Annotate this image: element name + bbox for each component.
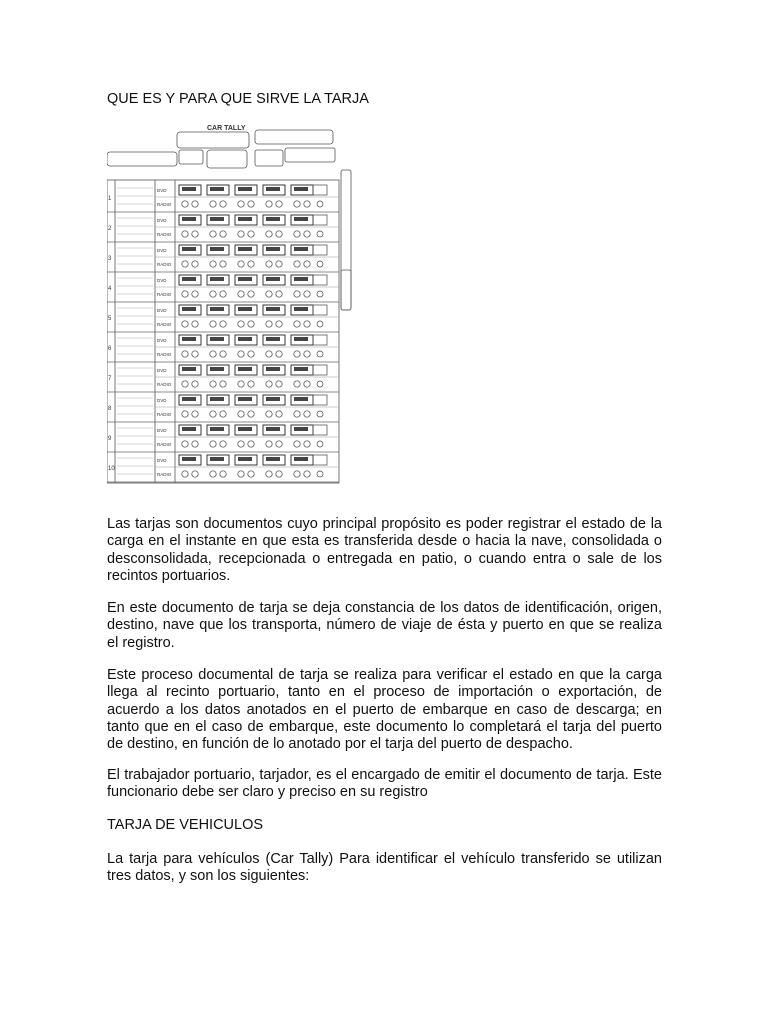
wheel-icon <box>294 201 300 207</box>
wheel-icon <box>182 411 188 417</box>
wheel-icon <box>238 201 244 207</box>
form-row <box>107 395 339 422</box>
wheel-icon <box>294 441 300 447</box>
row-number: 8 <box>108 406 112 412</box>
wheel-icon <box>182 231 188 237</box>
row-tag: DVD <box>157 428 167 433</box>
row-tag: DVD <box>157 188 167 193</box>
row-number: 4 <box>108 286 112 292</box>
form-row <box>107 335 339 362</box>
wheel-icon <box>294 231 300 237</box>
wheel-icon <box>210 261 216 267</box>
car-tally-form-image <box>107 120 352 484</box>
wheel-icon <box>294 321 300 327</box>
wheel-icon <box>210 201 216 207</box>
wheel-icon <box>238 261 244 267</box>
row-tag: DVD <box>157 368 167 373</box>
wheel-icon <box>182 381 188 387</box>
section-heading: TARJA DE VEHICULOS <box>107 817 264 833</box>
paragraph-3: Este proceso documental de tarja se realiza para verificar el estado en que la carga llega al recinto portuario, tanto en el proceso de importación o exportación, de acuerdo a los datos anotados en el puerto de embarque en caso de descarga; en tanto que en el caso de embarque, este documento lo completará el tarja del puerto de destino, en función de lo anotado por el tarja del puerto de despacho. <box>107 667 662 753</box>
row-number: 6 <box>108 346 112 352</box>
form-row <box>107 365 339 392</box>
row-tag: DVD <box>157 248 167 253</box>
row-tag: RADIO <box>157 232 172 237</box>
row-tag: DVD <box>157 458 167 463</box>
wheel-icon <box>266 351 272 357</box>
row-number: 1 <box>108 196 112 202</box>
row-tag: RADIO <box>157 322 172 327</box>
row-number: 2 <box>108 226 112 232</box>
row-tag: DVD <box>157 338 167 343</box>
paragraph-4: El trabajador portuario, tarjador, es el encargado de emitir el documento de tarja. Este funcionario debe ser claro y preciso en su registro <box>107 767 662 801</box>
wheel-icon <box>182 321 188 327</box>
wheel-icon <box>238 381 244 387</box>
wheel-icon <box>238 321 244 327</box>
wheel-icon <box>210 381 216 387</box>
wheel-icon <box>210 231 216 237</box>
wheel-icon <box>182 291 188 297</box>
wheel-icon <box>266 291 272 297</box>
wheel-icon <box>238 351 244 357</box>
wheel-icon <box>294 411 300 417</box>
wheel-icon <box>266 231 272 237</box>
wheel-icon <box>238 231 244 237</box>
row-tag: RADIO <box>157 472 172 477</box>
wheel-icon <box>210 441 216 447</box>
form-row <box>107 275 339 302</box>
row-number: 9 <box>108 436 112 442</box>
wheel-icon <box>182 261 188 267</box>
wheel-icon <box>266 261 272 267</box>
row-number: 10 <box>108 466 115 472</box>
wheel-icon <box>210 291 216 297</box>
row-tag: RADIO <box>157 352 172 357</box>
form-row <box>107 215 339 242</box>
wheel-icon <box>266 321 272 327</box>
wheel-icon <box>238 411 244 417</box>
row-tag: RADIO <box>157 412 172 417</box>
row-number: 7 <box>108 376 112 382</box>
form-heading: CAR TALLY <box>207 125 246 132</box>
wheel-icon <box>210 471 216 477</box>
wheel-icon <box>294 351 300 357</box>
wheel-icon <box>210 411 216 417</box>
form-row <box>107 425 339 452</box>
wheel-icon <box>266 201 272 207</box>
row-number: 3 <box>108 256 112 262</box>
document-title: QUE ES Y PARA QUE SIRVE LA TARJA <box>107 91 369 107</box>
wheel-icon <box>182 201 188 207</box>
wheel-icon <box>266 411 272 417</box>
row-tag: RADIO <box>157 442 172 447</box>
wheel-icon <box>294 381 300 387</box>
row-tag: RADIO <box>157 382 172 387</box>
wheel-icon <box>294 261 300 267</box>
row-number: 5 <box>108 316 112 322</box>
wheel-icon <box>266 381 272 387</box>
paragraph-2: En este documento de tarja se deja constancia de los datos de identificación, origen, destino, nave que los transporta, número de viaje de ésta y puerto en que se realiza el registro. <box>107 600 662 651</box>
wheel-icon <box>210 321 216 327</box>
paragraph-1: Las tarjas son documentos cuyo principal propósito es poder registrar el estado de la carga en el instante en que esta es transferida desde o hacia la nave, consolidada o desconsolidada, recepcionada o entregada en patio, o cuando entra o sale de los recintos portuarios. <box>107 516 662 584</box>
wheel-icon <box>238 441 244 447</box>
form-row <box>107 455 339 482</box>
row-tag: RADIO <box>157 262 172 267</box>
wheel-icon <box>238 291 244 297</box>
row-tag: RADIO <box>157 202 172 207</box>
wheel-icon <box>294 471 300 477</box>
wheel-icon <box>182 351 188 357</box>
wheel-icon <box>210 351 216 357</box>
form-row <box>107 185 339 212</box>
wheel-icon <box>182 441 188 447</box>
row-tag: RADIO <box>157 292 172 297</box>
wheel-icon <box>266 471 272 477</box>
closing-paragraph: La tarja para vehículos (Car Tally) Para identificar el vehículo transferido se utilizan tres datos, y son los siguientes: <box>107 851 662 885</box>
row-tag: DVD <box>157 398 167 403</box>
form-row <box>107 305 339 332</box>
row-tag: DVD <box>157 278 167 283</box>
wheel-icon <box>294 291 300 297</box>
row-tag: DVD <box>157 218 167 223</box>
wheel-icon <box>182 471 188 477</box>
row-tag: DVD <box>157 308 167 313</box>
wheel-icon <box>266 441 272 447</box>
wheel-icon <box>238 471 244 477</box>
form-row <box>107 245 339 272</box>
